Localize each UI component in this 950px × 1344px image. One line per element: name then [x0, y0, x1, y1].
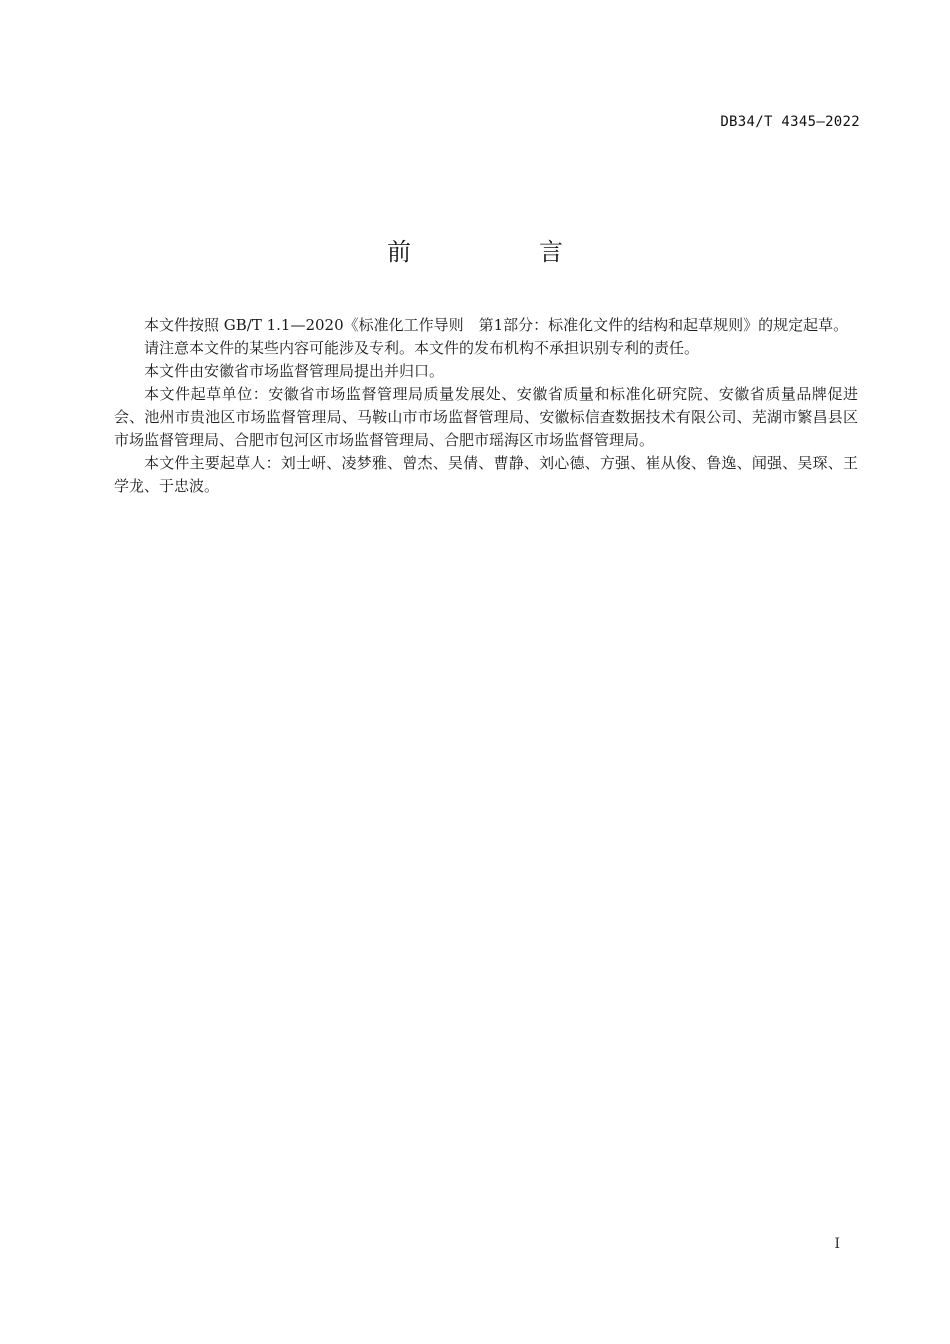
- paragraph-patent-notice: 请注意本文件的某些内容可能涉及专利。本文件的发布机构不承担识别专利的责任。: [144, 339, 700, 357]
- paragraph-drafting-units: 本文件起草单位：安徽省市场监督管理局质量发展处、安徽省质量和标准化研究院、安徽省质量品牌促进会、池州市贵池区市场监督管理局、马鞍山市市场监督管理局、安徽标信查数据技术有限公司、芜湖市繁昌县区市场监督管理局、合肥市包河区市场监督管理局、合肥市瑶海区市场监督管理局。: [114, 385, 858, 449]
- paragraph-drafting-basis: 本文件按照 GB/T 1.1—2020《标准化工作导则 第1部分：标准化文件的结构和起草规则》的规定起草。: [144, 316, 849, 334]
- document-code: DB34/T 4345—2022: [720, 114, 860, 130]
- foreword-body: [114, 314, 858, 498]
- page-number: I: [834, 1236, 840, 1252]
- paragraph-proposer: 本文件由安徽省市场监督管理局提出并归口。: [144, 362, 445, 380]
- page-title: 前 言: [387, 238, 615, 266]
- paragraph-drafters: 本文件主要起草人：刘士岍、凌梦雅、曾杰、吴倩、曹静、刘心德、方强、崔从俊、鲁逸、闻强、吴琛、王学龙、于忠波。: [114, 454, 858, 495]
